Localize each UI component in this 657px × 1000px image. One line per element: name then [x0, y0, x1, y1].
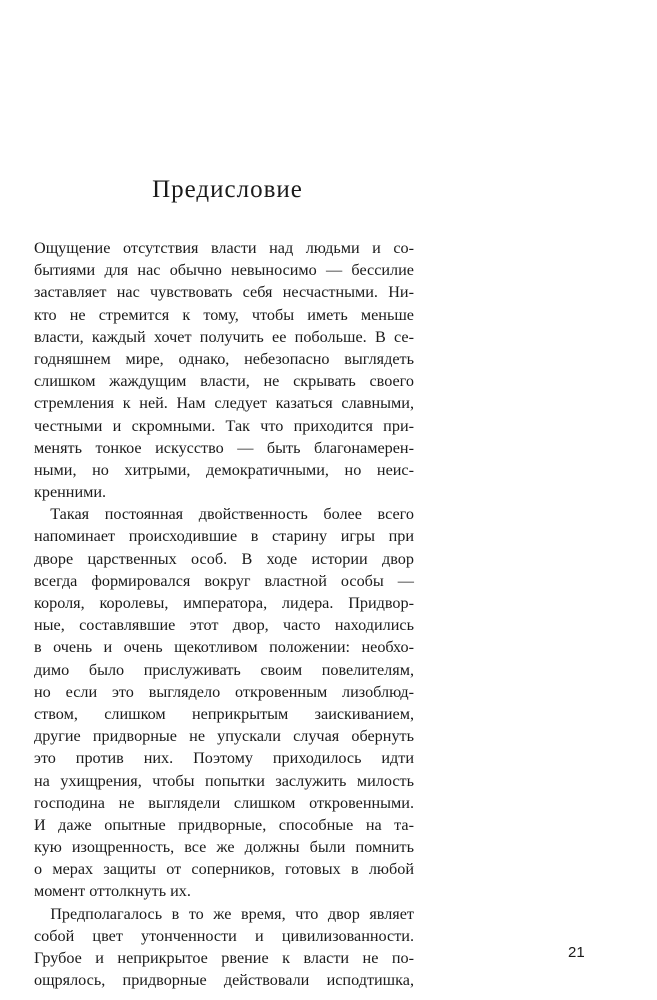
text-line: Предполагалось в то же время, что двор являет: [34, 904, 414, 923]
text-line: честными и скромными. Так что приходится при-: [34, 416, 414, 435]
text-line: господина не выглядели слишком откровенными.: [34, 793, 414, 812]
text-line: бытиями для нас обычно невыносимо — бессилие: [34, 261, 414, 280]
text-line: И даже опытные придворные, способные на та-: [34, 815, 414, 834]
text-line: всегда формировался вокруг властной особы —: [34, 571, 414, 590]
text-line: в очень и очень щекотливом положении: необхо-: [34, 638, 414, 657]
text-line: Ощущение отсутствия власти над людьми и со-: [34, 239, 414, 257]
text-line: годняшнем мире, однако, небезопасно выглядеть: [34, 349, 414, 368]
text-line: собой цвет утонченности и цивилизованности.: [34, 926, 414, 945]
text-line: ощрялось, придворные действовали исподтишка,: [34, 971, 414, 990]
text-line: ными, но хитрыми, демократичными, но неис-: [34, 460, 414, 479]
text-line: кую изощренность, все же должны были помнить: [34, 838, 414, 857]
text-line: слишком жаждущим власти, не скрывать своего: [34, 372, 414, 391]
text-line: о мерах защиты от соперников, готовых в любой: [34, 860, 414, 879]
text-line: Такая постоянная двойственность более всего: [34, 505, 414, 524]
text-line: на ухищрения, чтобы попытки заслужить милость: [34, 771, 414, 790]
text-line: заставляет нас чувствовать себя несчастными. Ни-: [34, 283, 414, 302]
chapter-title: Предисловие: [152, 176, 303, 203]
text-line: димо было прислуживать своим повелителям,: [34, 660, 414, 679]
text-line: Грубое и неприкрытое рвение к власти не по-: [34, 949, 414, 967]
text-line: момент оттолкнуть их.: [34, 882, 191, 901]
text-line: короля, королевы, императора, лидера. Придвор-: [34, 594, 414, 612]
text-line: менять тонкое искусство — быть благонамерен-: [34, 438, 414, 457]
text-line: это против них. Поэтому приходилось идти: [34, 749, 414, 768]
text-line: ством, слишком неприкрытым заискиванием,: [34, 704, 414, 723]
text-line: власти, каждый хочет получить ее побольше. В се-: [34, 327, 414, 346]
text-line: кто не стремится к тому, чтобы иметь меньше: [34, 305, 414, 324]
text-line: напоминает происходившие в старину игры при: [34, 527, 414, 546]
text-line: дворе царственных особ. В ходе истории двор: [34, 549, 414, 568]
text-line: но если это выглядело откровенным лизоблюд-: [34, 682, 414, 701]
text-line: кренними.: [34, 483, 107, 502]
body-text: [34, 237, 414, 991]
text-line: другие придворные не упускали случая обернуть: [34, 727, 414, 746]
page-number: 21: [568, 944, 585, 961]
text-line: ные, составлявшие этот двор, часто находились: [34, 616, 414, 635]
text-line: стремления к ней. Нам следует казаться славными,: [34, 394, 414, 413]
